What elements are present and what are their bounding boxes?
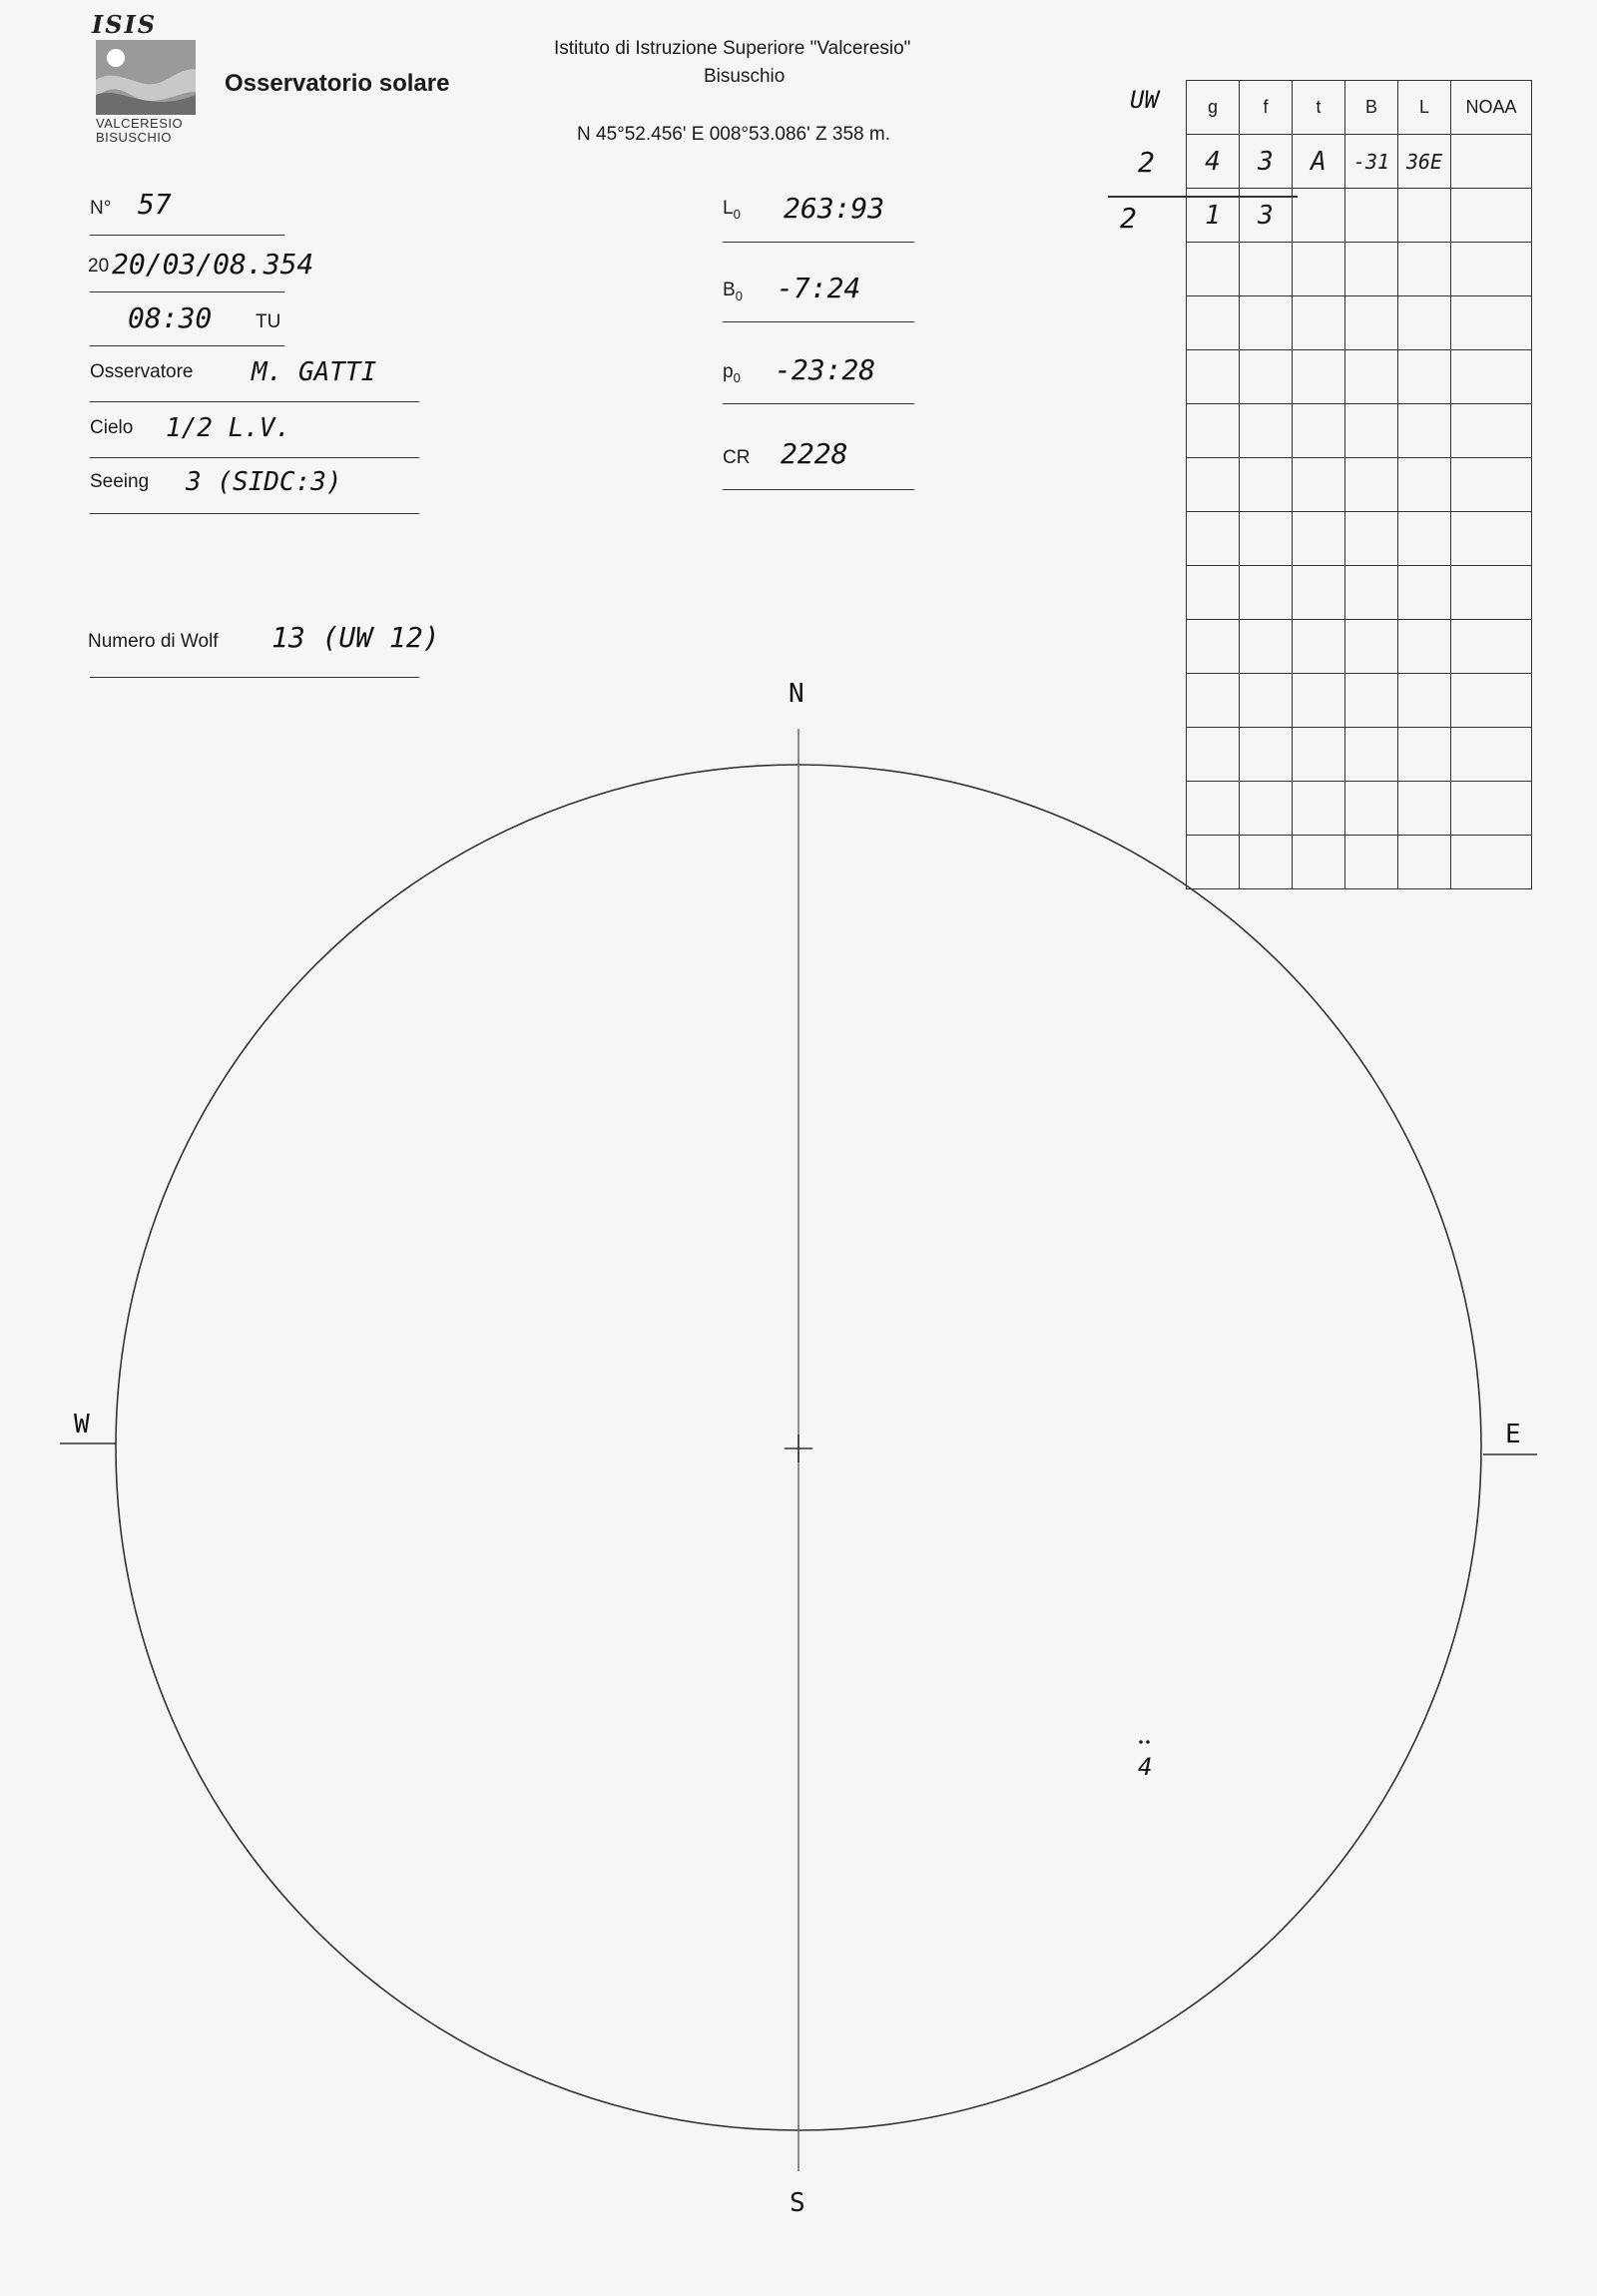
column-header-f: f xyxy=(1240,81,1293,135)
sunspot-group-label: 4 xyxy=(1138,1753,1153,1781)
column-header-t: t xyxy=(1293,81,1345,135)
south-label: S xyxy=(790,2188,805,2218)
column-header-g: g xyxy=(1187,81,1240,135)
uw-header: UW xyxy=(1130,86,1159,114)
wolf-label: Numero di Wolf xyxy=(88,631,219,652)
cr-value: 2228 xyxy=(781,437,848,470)
time-unit: TU xyxy=(256,311,281,332)
observatory-title: Osservatorio solare xyxy=(225,70,450,97)
p0-value: -23:28 xyxy=(775,353,876,386)
institute-name: Istituto di Istruzione Superiore "Valceresio" xyxy=(554,38,911,59)
logo-text: ISIS xyxy=(92,10,158,39)
uw-row-2: 2 xyxy=(1120,202,1137,235)
west-label: W xyxy=(74,1410,90,1439)
l0-value: 263:93 xyxy=(784,192,885,225)
time-value: 08:30 xyxy=(128,301,213,334)
institute-town: Bisuschio xyxy=(704,66,786,87)
number-value: 57 xyxy=(138,188,172,221)
sky-label: Cielo xyxy=(90,417,134,438)
observer-label: Osservatore xyxy=(90,361,194,382)
north-label: N xyxy=(789,679,804,709)
wolf-value: 13 (UW 12) xyxy=(271,621,440,654)
logo-subtitle: BISUSCHIO xyxy=(96,130,173,145)
column-header-l: L xyxy=(1398,81,1451,135)
seeing-label: Seeing xyxy=(90,471,150,492)
cr-label: CR xyxy=(723,447,751,468)
date-value: 20/03/08.354 xyxy=(112,248,314,281)
column-header-noaa: NOAA xyxy=(1451,81,1532,135)
table-cell: 1 xyxy=(1187,189,1240,243)
b0-value: -7:24 xyxy=(777,272,861,304)
sunspot-dot xyxy=(1139,1740,1143,1744)
table-cell: 3 xyxy=(1240,135,1293,189)
observer-value: M. GATTI xyxy=(252,357,377,387)
date-prefix: 20 xyxy=(88,256,110,277)
east-label: E xyxy=(1505,1420,1521,1449)
table-cell: 3 xyxy=(1240,189,1293,243)
logo-subtitle: VALCERESIO xyxy=(96,116,184,131)
l0-label: $L_0$ xyxy=(723,198,741,222)
seeing-value: 3 (SIDC:3) xyxy=(186,467,342,497)
sunspot-dot xyxy=(1146,1740,1150,1744)
observatory-coordinates: N 45°52.456' E 008°53.086' Z 358 m. xyxy=(577,124,890,145)
number-label: N° xyxy=(90,198,112,219)
p0-label: $p_0$ xyxy=(723,361,741,385)
uw-row-1: 2 xyxy=(1138,146,1155,179)
table-cell: 36E xyxy=(1398,135,1451,189)
column-header-b: B xyxy=(1345,81,1398,135)
sky-value: 1/2 L.V. xyxy=(166,413,291,443)
b0-label: $B_0$ xyxy=(723,280,743,303)
table-cell: -31 xyxy=(1345,135,1398,189)
table-cell: 4 xyxy=(1187,135,1240,189)
table-cell: A xyxy=(1293,135,1345,189)
